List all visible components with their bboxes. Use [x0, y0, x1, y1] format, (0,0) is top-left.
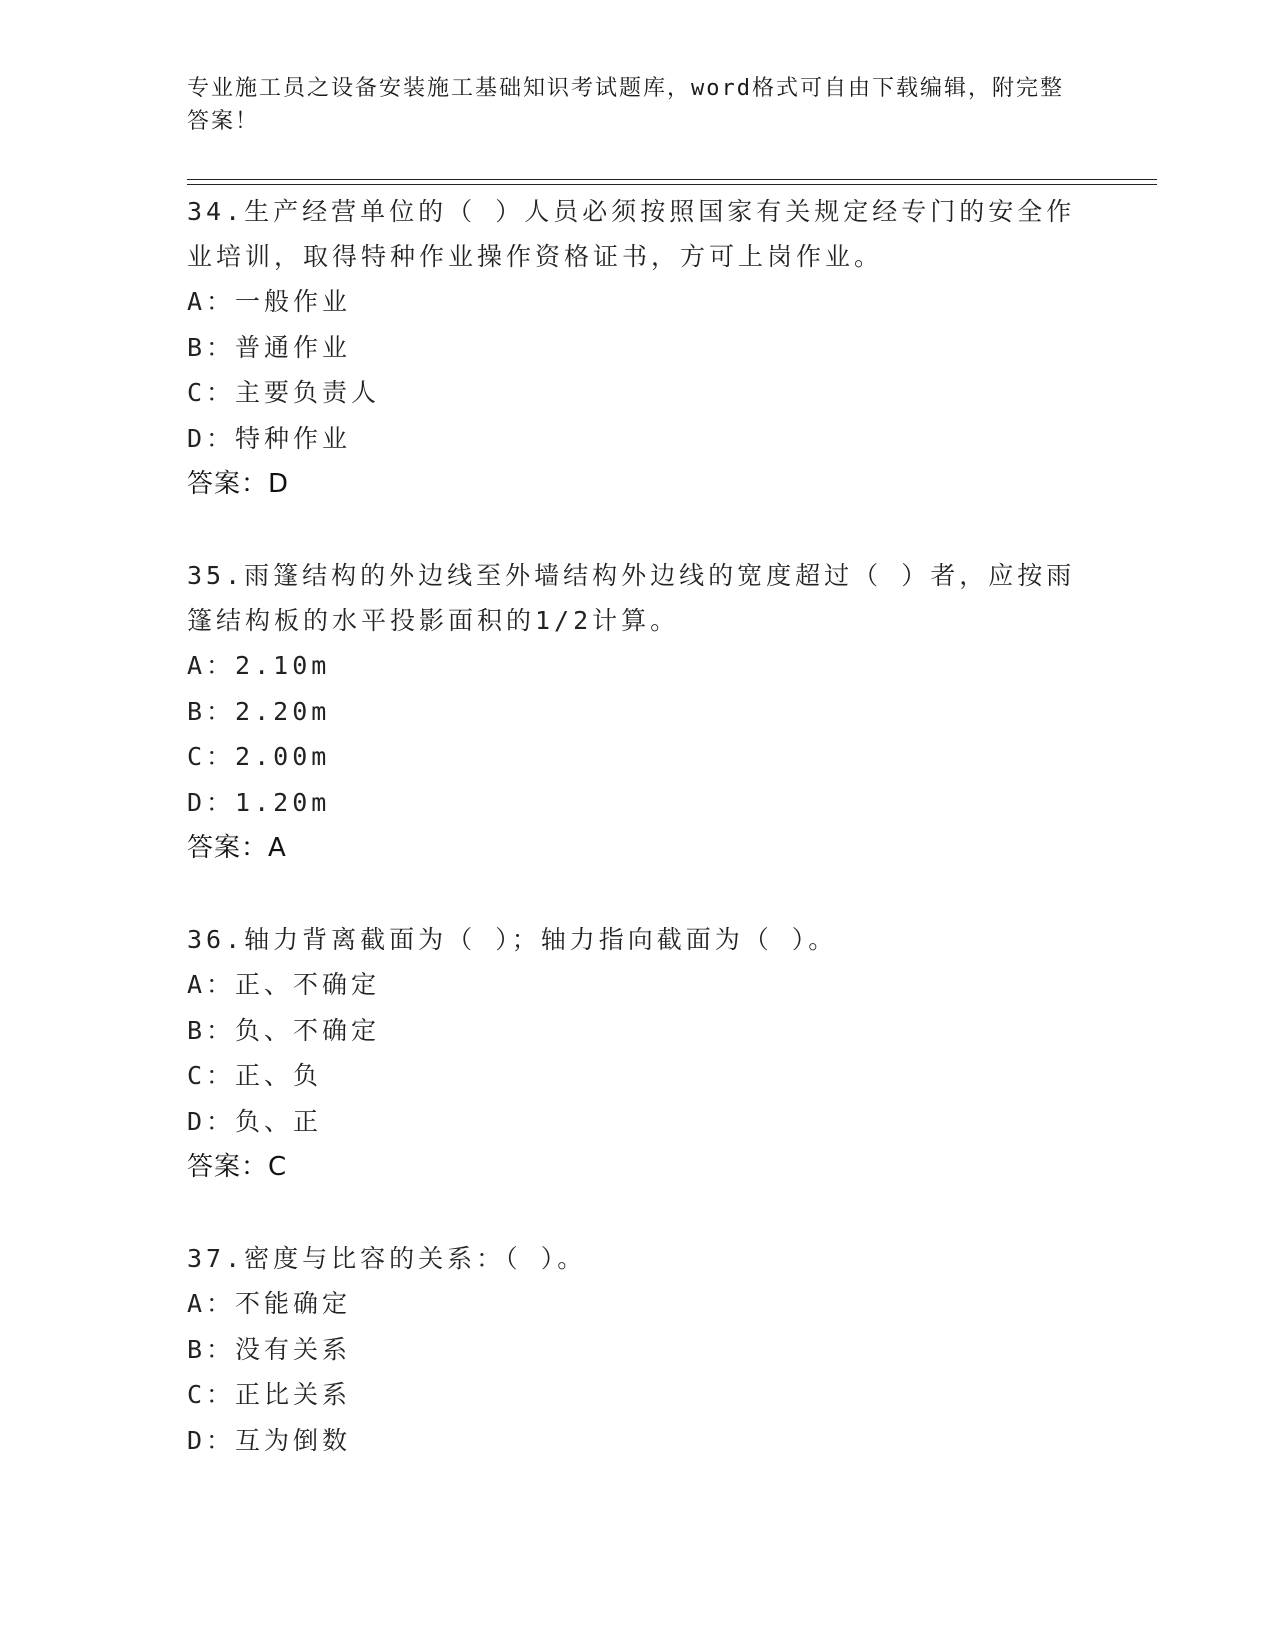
answer: 答案：D [187, 469, 290, 499]
question-list [187, 189, 1087, 1509]
option-c: C：2.00m [187, 742, 331, 771]
option-a: A：正、不确定 [187, 970, 381, 999]
question-stem: 34.生产经营单位的（ ）人员必须按照国家有关规定经专门的安全作业培训，取得特种作业操作资格证书，方可上岗作业。 [187, 197, 1076, 271]
option-d: D：特种作业 [187, 423, 352, 453]
question-stem: 37.密度与比容的关系：（ ）。 [187, 1244, 587, 1273]
question-stem: 36.轴力背离截面为（ ）；轴力指向截面为（ ）。 [187, 925, 838, 954]
option-c: C：正、负 [187, 1061, 323, 1090]
option-d: D：1.20m [187, 787, 331, 817]
option-c: C：正比关系 [187, 1380, 352, 1409]
answer: 答案：C [187, 1152, 288, 1182]
option-a: A：2.10m [187, 651, 331, 680]
question-37 [187, 1236, 1087, 1463]
question-36 [187, 917, 1087, 1190]
option-b: B：没有关系 [187, 1334, 352, 1364]
document-header: 专业施工员之设备安装施工基础知识考试题库，word格式可自由下载编辑，附完整答案！ [187, 76, 1064, 134]
option-d: D：互为倒数 [187, 1425, 352, 1455]
question-stem: 35.雨篷结构的外边线至外墙结构外边线的宽度超过（ ）者，应按雨篷结构板的水平投影面积的1/2计算。 [187, 561, 1076, 635]
question-35 [187, 553, 1087, 871]
option-b: B：负、不确定 [187, 1015, 381, 1045]
option-a: A：不能确定 [187, 1289, 352, 1318]
option-b: B：普通作业 [187, 332, 352, 362]
answer: 答案：A [187, 833, 287, 863]
option-d: D：负、正 [187, 1106, 323, 1136]
header-divider-bottom [187, 184, 1157, 185]
option-b: B：2.20m [187, 696, 331, 726]
option-a: A：一般作业 [187, 287, 352, 316]
option-c: C：主要负责人 [187, 378, 381, 407]
question-34 [187, 189, 1087, 507]
header-divider-top [187, 179, 1157, 180]
